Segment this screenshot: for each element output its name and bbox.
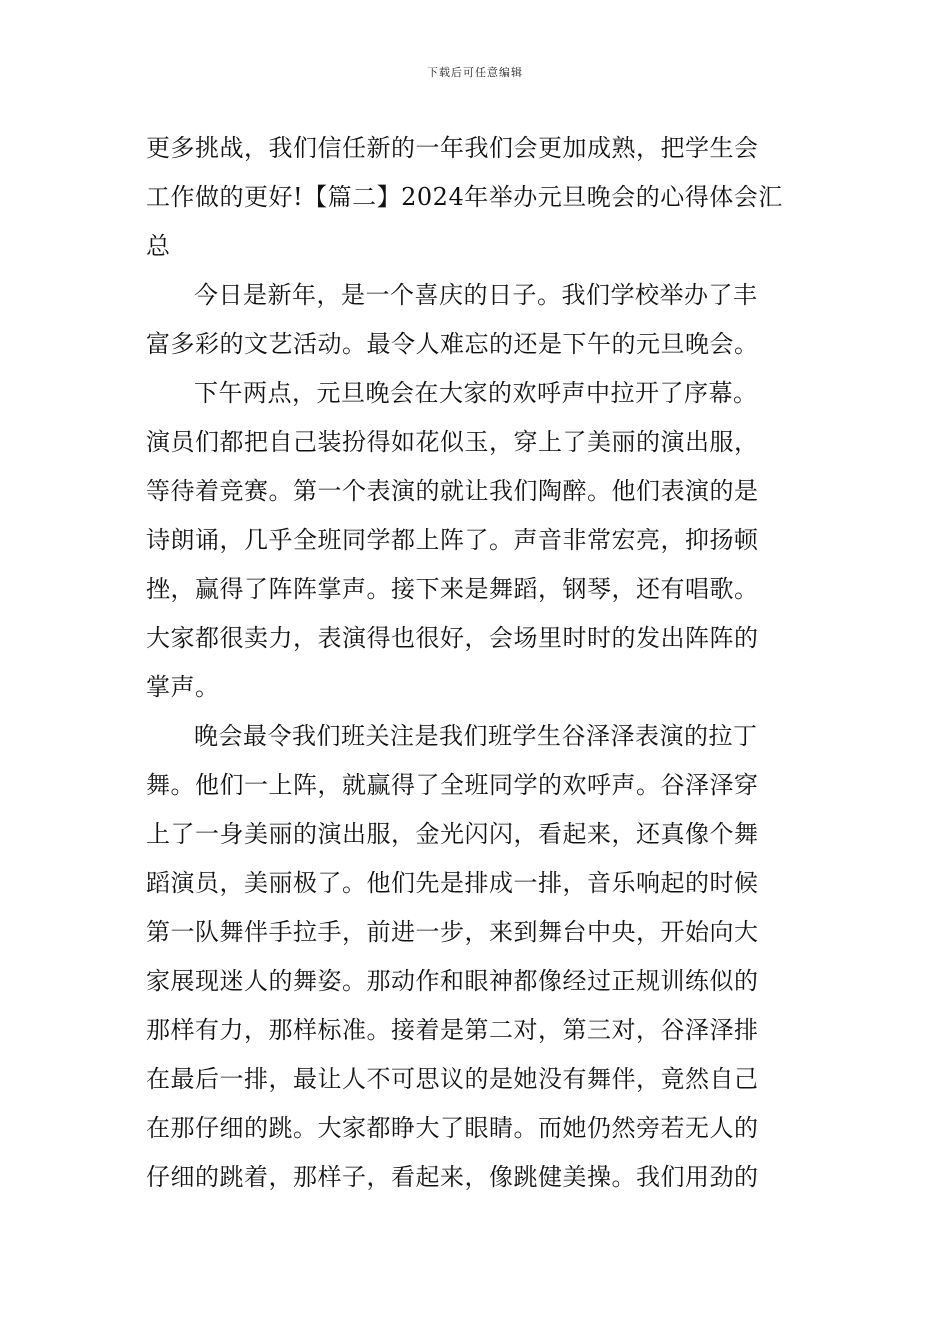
text-line: 蹈演员，美丽极了。他们先是排成一排，音乐响起的时候 (146, 869, 759, 897)
paragraph-start-line: 今日是新年，是一个喜庆的日子。我们学校举办了丰 (194, 281, 758, 309)
text-line: 仔细的跳着，那样子，看起来，像跳健美操。我们用劲的 (146, 1163, 759, 1191)
text-line: 上了一身美丽的演出服，金光闪闪，看起来，还真像个舞 (146, 820, 759, 848)
paragraph-start-line: 下午两点，元旦晚会在大家的欢呼声中拉开了序幕。 (194, 379, 758, 407)
page-header: 下载后可任意编辑 (427, 66, 523, 79)
text-line: 舞。他们一上阵，就赢得了全班同学的欢呼声。谷泽泽穿 (146, 771, 759, 799)
text-line: 诗朗诵，几乎全班同学都上阵了。声音非常宏亮，抑扬顿 (146, 526, 759, 554)
text-line: 在那仔细的跳。大家都睁大了眼睛。而她仍然旁若无人的 (146, 1114, 759, 1142)
text-line: 家展现迷人的舞姿。那动作和眼神都像经过正规训练似的 (146, 967, 759, 995)
text-line: 掌声。 (146, 673, 220, 701)
text-line: 大家都很卖力，表演得也很好，会场里时时的发出阵阵的 (146, 624, 759, 652)
text-line: 挫，赢得了阵阵掌声。接下来是舞蹈，钢琴，还有唱歌。 (146, 575, 759, 603)
paragraph-start-line: 晚会最令我们班关注是我们班学生谷泽泽表演的拉丁 (194, 722, 758, 750)
text-line: 演员们都把自己装扮得如花似玉，穿上了美丽的演出服， (146, 428, 759, 456)
text-line: 更多挑战，我们信任新的一年我们会更加成熟，把学生会 (146, 134, 759, 162)
text-line: 等待着竞赛。第一个表演的就让我们陶醉。他们表演的是 (146, 477, 759, 505)
text-line: 第一队舞伴手拉手，前进一步，来到舞台中央，开始向大 (146, 918, 759, 946)
document-body (146, 124, 806, 1202)
text-line: 工作做的更好!【篇二】2024年举办元旦晚会的心得体会汇 (146, 183, 783, 211)
text-line: 总 (146, 232, 171, 260)
text-line: 那样有力，那样标准。接着是第二对，第三对，谷泽泽排 (146, 1016, 759, 1044)
text-line: 富多彩的文艺活动。最令人难忘的还是下午的元旦晚会。 (146, 330, 759, 358)
text-line: 在最后一排，最让人不可思议的是她没有舞伴，竟然自己 (146, 1065, 759, 1093)
